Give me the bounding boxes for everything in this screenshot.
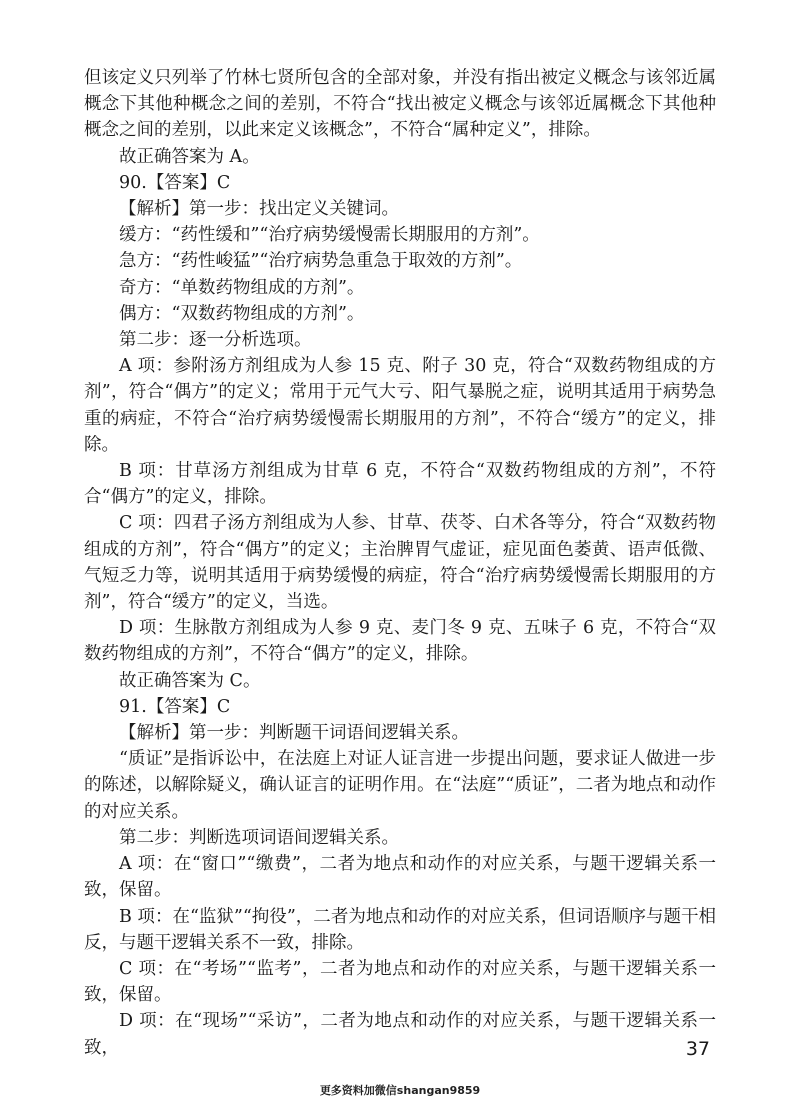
paragraph: 奇方：“单数药物组成的方剂”。 bbox=[119, 277, 365, 298]
paragraph: 但该定义只列举了竹林七贤所包含的全部对象，并没有指出被定义概念与该邻近属概念下其他种概念之间的差别，不符合“找出被定义概念与该邻近属概念下其他种概念之间的差别，以此来定义该概念”，不符合“属种定义”，排除。 bbox=[84, 68, 716, 141]
paragraph: 急方：“药性峻猛”“治疗病势急重急于取效的方剂”。 bbox=[119, 251, 523, 272]
document-body bbox=[84, 65, 716, 1061]
paragraph: 故正确答案为 C。 bbox=[119, 670, 261, 691]
paragraph: 【解析】第一步：判断题干词语间逻辑关系。 bbox=[119, 723, 469, 744]
paragraph: B 项：甘草汤方剂组成为甘草 6 克，不符合“双数药物组成的方剂”，不符合“偶方”的定义，排除。 bbox=[84, 461, 716, 508]
paragraph: D 项：生脉散方剂组成为人参 9 克、麦门冬 9 克、五味子 6 克，不符合“双数药物组成的方剂”，不符合“偶方”的定义，排除。 bbox=[84, 618, 716, 665]
paragraph: A 项：在“窗口”“缴费”，二者为地点和动作的对应关系，与题干逻辑关系一致，保留。 bbox=[84, 854, 716, 901]
paragraph: 【解析】第一步：找出定义关键词。 bbox=[119, 199, 399, 220]
paragraph: 第二步：判断选项词语间逻辑关系。 bbox=[119, 827, 399, 848]
paragraph: “质证”是指诉讼中，在法庭上对证人证言进一步提出问题，要求证人做进一步的陈述，以解除疑义，确认证言的证明作用。在“法庭”“质证”，二者为地点和动作的对应关系。 bbox=[84, 749, 716, 822]
paragraph: 第二步：逐一分析选项。 bbox=[119, 330, 312, 351]
answer-heading-91: 91.【答案】C bbox=[119, 696, 231, 717]
paragraph: 偶方：“双数药物组成的方剂”。 bbox=[119, 303, 365, 324]
paragraph: A 项：参附汤方剂组成为人参 15 克、附子 30 克，符合“双数药物组成的方剂”，符合“偶方”的定义；常用于元气大亏、阳气暴脱之症，说明其适用于病势急重的病症，不符合“治疗病势缓慢需长期服用的方剂”，不符合“缓方”的定义，排除。 bbox=[84, 356, 716, 455]
paragraph: C 项：四君子汤方剂组成为人参、甘草、茯苓、白术各等分，符合“双数药物组成的方剂”，符合“偶方”的定义；主治脾胃气虚证，症见面色萎黄、语声低微、气短乏力等，说明其适用于病势缓慢的病症，符合“治疗病势缓慢需长期服用的方剂”，符合“缓方”的定义，当选。 bbox=[84, 513, 716, 613]
paragraph: C 项：在“考场”“监考”，二者为地点和动作的对应关系，与题干逻辑关系一致，保留。 bbox=[84, 958, 716, 1006]
footer-note: 更多资料加微信shangan9859 bbox=[319, 1084, 481, 1097]
paragraph: B 项：在“监狱”“拘役”，二者为地点和动作的对应关系，但词语顺序与题干相反，与题干逻辑关系不一致，排除。 bbox=[84, 906, 716, 953]
paragraph: D 项：在“现场”“采访”，二者为地点和动作的对应关系，与题干逻辑关系一致， bbox=[84, 1011, 716, 1058]
paragraph: 缓方：“药性缓和”“治疗病势缓慢需长期服用的方剂”。 bbox=[119, 225, 540, 246]
answer-heading-90: 90.【答案】C bbox=[119, 172, 231, 193]
page-number: 37 bbox=[685, 1038, 710, 1060]
paragraph: 故正确答案为 A。 bbox=[119, 146, 260, 167]
